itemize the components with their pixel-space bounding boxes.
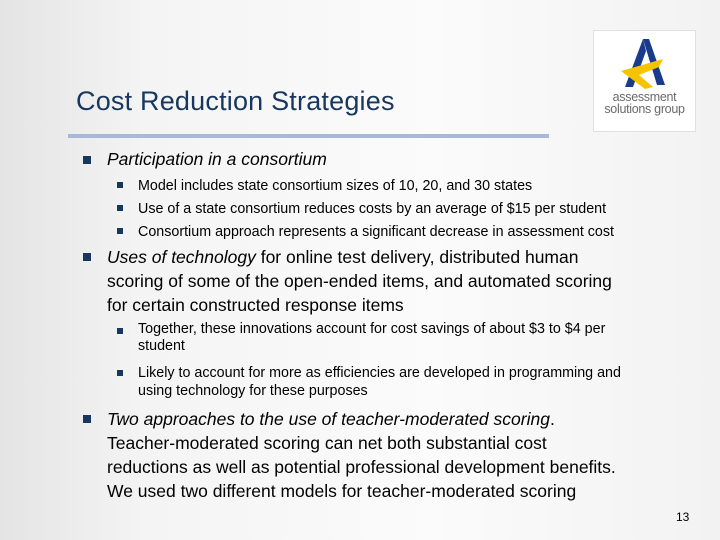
bullet-marker (83, 415, 91, 423)
bullet-teacher-line-2: Teacher-moderated scoring can net both substantial cost (107, 433, 547, 453)
sub-bullet-tech-efficiencies-line-2: using technology for these purposes (138, 383, 368, 399)
sub-bullet-marker (117, 205, 123, 211)
sub-bullet-marker (117, 228, 123, 234)
sub-bullet-tech-savings-line-2: student (138, 338, 185, 354)
title-underline (68, 134, 549, 138)
logo-line-2: solutions group (604, 102, 685, 116)
bullet-technology-line-1 (107, 245, 612, 269)
sub-bullet-marker (117, 370, 123, 376)
sub-bullet-consortium-decrease: Consortium approach represents a significant decrease in assessment cost (138, 224, 615, 240)
teacher-moderated-emphasis: Two approaches to the use of teacher-moderated scoring (107, 409, 550, 429)
technology-emphasis: Uses of technology (107, 247, 256, 267)
sub-bullet-tech-efficiencies (138, 364, 621, 400)
sub-bullet-consortium-savings: Use of a state consortium reduces costs by an average of $15 per student (138, 201, 607, 217)
bullet-teacher-line-1 (107, 407, 616, 431)
sub-bullet-tech-savings (138, 321, 605, 355)
sub-bullet-consortium-sizes: Model includes state consortium sizes of 10, 20, and 30 states (138, 178, 533, 194)
teacher-moderated-period: . (549, 409, 555, 429)
company-logo (593, 30, 696, 132)
slide-title: Cost Reduction Strategies (76, 86, 395, 116)
technology-line-1-rest: for online test delivery, distributed human (255, 247, 579, 267)
sub-bullet-marker (117, 182, 123, 188)
bullet-teacher-line-4: We used two different models for teacher-moderated scoring (107, 481, 577, 501)
logo-line-1: assessment (612, 90, 677, 104)
logo-a-mark-icon (619, 37, 669, 91)
bullet-technology-line-2: scoring of some of the open-ended items, and automated scoring (107, 271, 612, 291)
bullet-marker (83, 253, 91, 261)
page-number: 13 (676, 510, 690, 524)
sub-bullet-tech-savings-line-1: Together, these innovations account for cost savings of about $3 to $4 per (138, 321, 606, 337)
bullet-marker (83, 156, 91, 164)
bullet-teacher-line-3: reductions as well as potential professional development benefits. (107, 457, 616, 477)
sub-bullet-marker (117, 328, 123, 334)
sub-bullet-tech-efficiencies-line-1: Likely to account for more as efficiencies are developed in programming and (138, 365, 621, 381)
logo-wordmark (594, 91, 695, 115)
bullet-teacher-moderated (107, 407, 616, 503)
bullet-technology-line-3: for certain constructed response items (107, 295, 404, 315)
bullet-consortium: Participation in a consortium (107, 149, 327, 169)
bullet-technology (107, 245, 612, 317)
